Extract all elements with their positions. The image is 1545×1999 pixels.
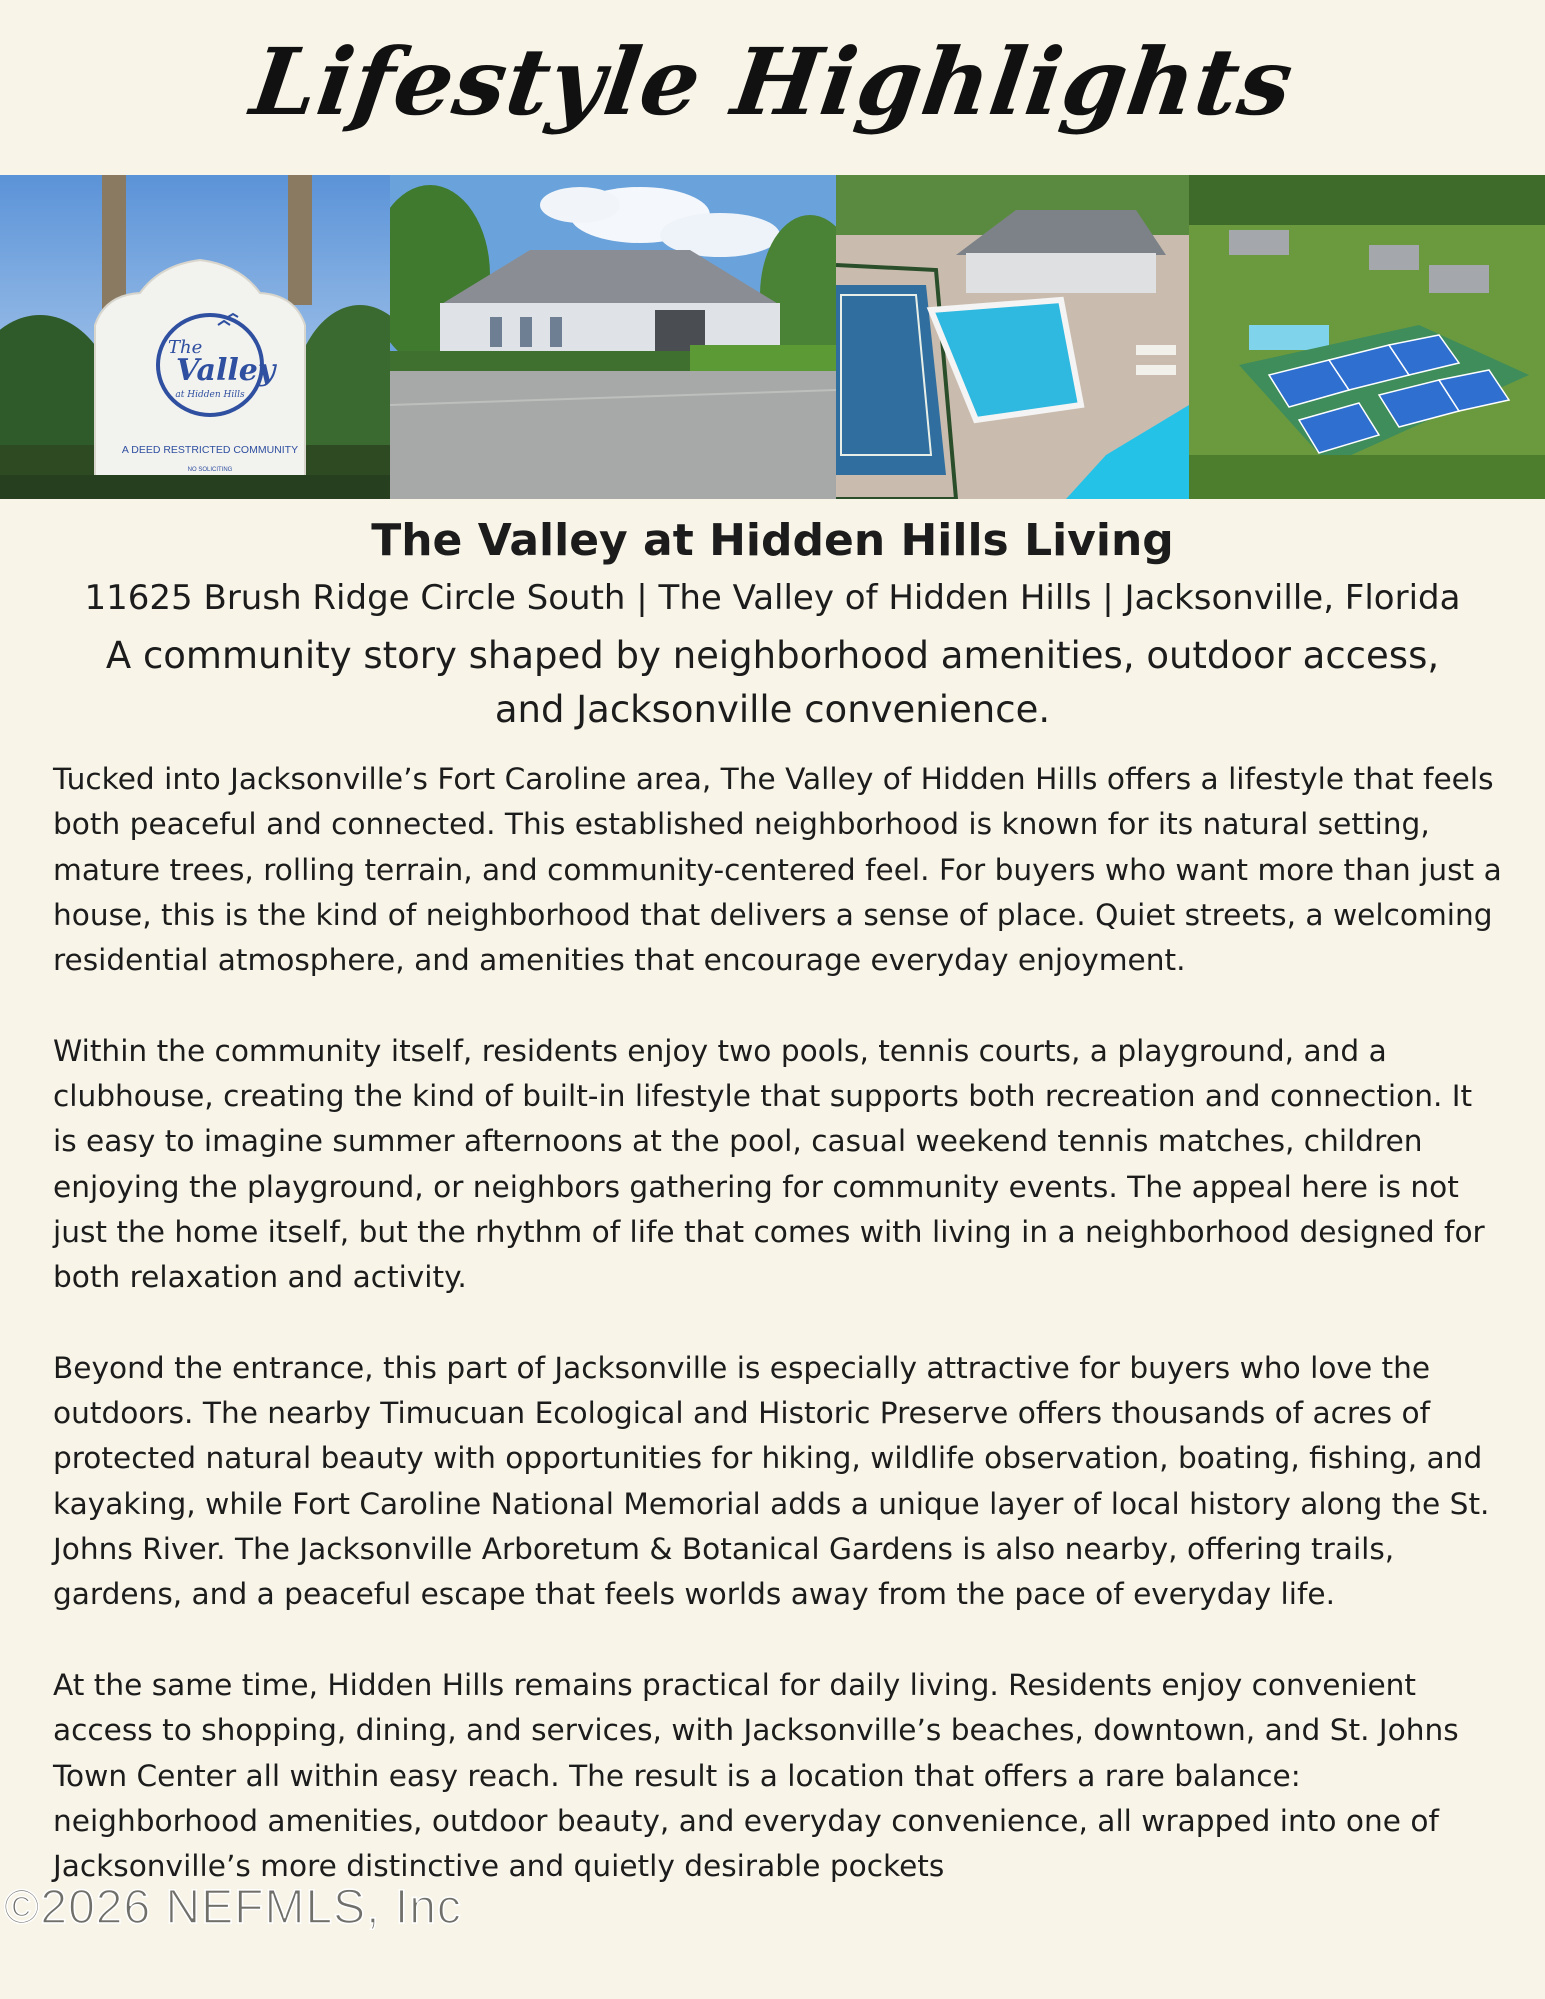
- paragraph-3: Beyond the entrance, this part of Jacksonville is especially attractive for buyers who love the outdoors. The nearby Timucuan Ecological and Historic Preserve offers thousands of acres of protected natural beauty with opportunities for hiking, wildlife observation, boating, fishing, and kayaking, while Fort Caroline National Memorial adds a unique layer of local history along the St. Johns River. The Jacksonville Arboretum & Botanical Gardens is also nearby, offering trails, gardens, and a peaceful escape that feels worlds away from the pace of everyday life.: [53, 1350, 1490, 1612]
- pool-photo: [836, 175, 1189, 499]
- page-title: Lifestyle Highlights: [245, 28, 1300, 136]
- tennis-courts-photo: [1189, 175, 1545, 499]
- description-body: [53, 757, 1503, 1935]
- sign-tagline: A DEED RESTRICTED COMMUNITY: [121, 444, 299, 456]
- sign-name-line1: The: [168, 337, 203, 358]
- listing-subtitle-line2: and Jacksonville convenience.: [494, 688, 1051, 731]
- listing-address: 11625 Brush Ridge Circle South | The Valley of Hidden Hills | Jacksonville, Florida: [84, 578, 1461, 618]
- entrance-sign-photo: [0, 175, 390, 499]
- clubhouse-photo: [390, 175, 836, 499]
- sign-name-line2: Valley: [176, 353, 276, 388]
- listing-title: The Valley at Hidden Hills Living: [371, 515, 1174, 566]
- paragraph-4: At the same time, Hidden Hills remains practical for daily living. Residents enjoy convenient access to shopping, dining, and services, with Jacksonville’s beaches, downtown, and St. Johns Town Center all within easy reach. The result is a location that offers a rare balance: neighborhood amenities, outdoor beauty, and everyday convenience, all wrapped into one of Jacksonville’s more distinctive and quietly desirable pockets: [53, 1667, 1459, 1884]
- listing-subtitle-line1: A community story shaped by neighborhood amenities, outdoor access,: [105, 634, 1440, 677]
- photo-strip: [0, 175, 1545, 499]
- copyright-watermark: ©2026 NEFMLS, Inc: [4, 1881, 462, 1934]
- paragraph-1: Tucked into Jacksonville’s Fort Caroline area, The Valley of Hidden Hills offers a lifestyle that feels both peaceful and connected. This established neighborhood is known for its natural setting, mature trees, rolling terrain, and community-centered feel. For buyers who want more than just a house, this is the kind of neighborhood that delivers a sense of place. Quiet streets, a welcoming residential atmosphere, and amenities that encourage everyday enjoyment.: [53, 762, 1502, 978]
- paragraph-2: Within the community itself, residents enjoy two pools, tennis courts, a playground, and a clubhouse, creating the kind of built-in lifestyle that supports both recreation and connection. It is easy to imagine summer afternoons at the pool, casual weekend tennis matches, children enjoying the playground, or neighbors gathering for community events. The appeal here is not just the home itself, but the rhythm of life that comes with living in a neighborhood designed for both relaxation and activity.: [53, 1033, 1485, 1295]
- sign-name-line3: at Hidden Hills: [175, 390, 245, 400]
- sign-small-text: NO SOLICITING: [187, 467, 233, 473]
